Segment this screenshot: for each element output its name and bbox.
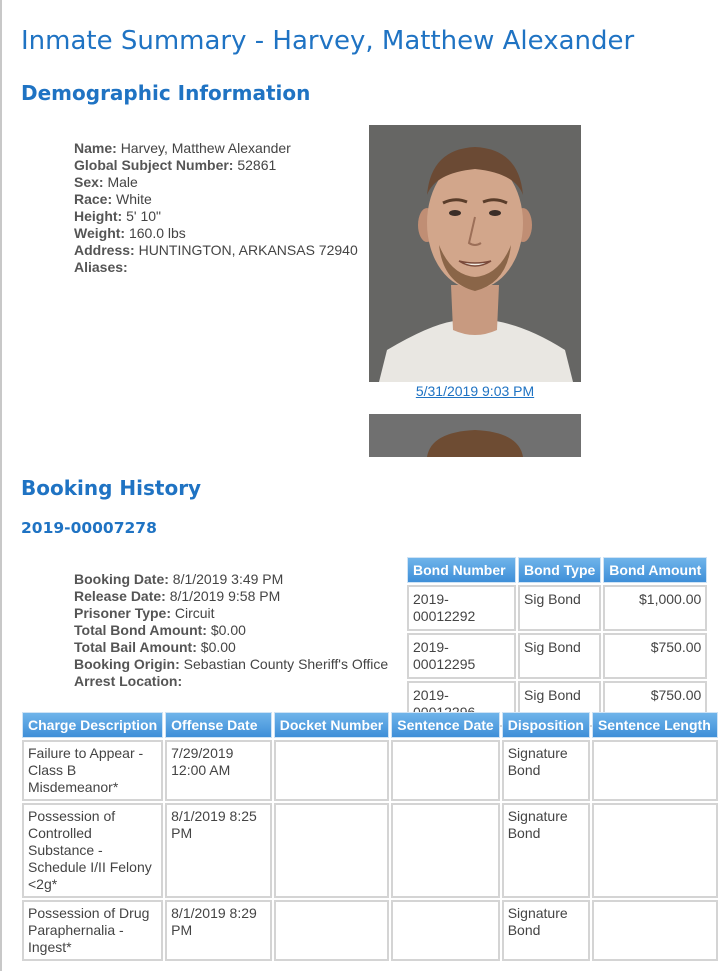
charge-description-cell: Possession of Drug Paraphernalia - Ingest* (22, 900, 163, 961)
field-race: Race: White (74, 191, 152, 207)
charge-row (22, 803, 718, 898)
sentence-date-cell (391, 900, 499, 961)
offense-date-cell: 7/29/2019 12:00 AM (165, 740, 272, 801)
docket-number-cell (274, 740, 389, 801)
field-name: Name: Harvey, Matthew Alexander (74, 140, 291, 156)
field-total-bond-amount: Total Bond Amount: $0.00 (74, 622, 246, 638)
field-sex: Sex: Male (74, 174, 138, 190)
offense-date-cell: 8/1/2019 8:25 PM (165, 803, 272, 898)
field-prisoner-type: Prisoner Type: Circuit (74, 605, 215, 621)
bond-table (405, 555, 709, 729)
charge-description-header: Charge Description (22, 712, 163, 738)
bond-table-header (407, 557, 707, 583)
bond-type-header: Bond Type (518, 557, 601, 583)
docket-number-cell (274, 803, 389, 898)
mugshot-image (369, 125, 581, 382)
booking-fields (74, 571, 388, 690)
page-title: Inmate Summary - Harvey, Matthew Alexander (21, 26, 635, 56)
booking-history-heading: Booking History (21, 476, 202, 500)
field-weight: Weight: 160.0 lbs (74, 225, 186, 241)
bond-number-cell: 2019-00012292 (407, 585, 516, 631)
mugshot-photo-2[interactable] (369, 414, 581, 457)
field-aliases: Aliases: (74, 259, 128, 275)
disposition-cell: Signature Bond (502, 740, 590, 801)
bond-number-cell: 2019- (407, 681, 516, 727)
bond-row (407, 633, 707, 679)
bond-number-cell: 2019-00012295 (407, 633, 516, 679)
field-address: Address: HUNTINGTON, ARKANSAS 72940 (74, 242, 358, 258)
bond-amount-cell: $1,000.00 (603, 585, 707, 631)
bond-type-cell: Sig Bond (518, 681, 601, 727)
bond-amount-header: Bond Amount (603, 557, 707, 583)
demographic-heading: Demographic Information (21, 81, 311, 105)
bond-row (407, 585, 707, 631)
disposition-cell: Signature Bond (502, 900, 590, 961)
sentence-length-cell (592, 740, 718, 801)
bond-number-header: Bond Number (407, 557, 516, 583)
sentence-length-cell (592, 900, 718, 961)
docket-number-cell (274, 900, 389, 961)
field-arrest-location: Arrest Location: (74, 673, 183, 689)
field-booking-date: Booking Date: 8/1/2019 3:49 PM (74, 571, 284, 587)
charges-table-header (22, 712, 718, 738)
charge-description-cell: Failure to Appear - Class B Misdemeanor* (22, 740, 163, 801)
field-total-bail-amount: Total Bail Amount: $0.00 (74, 639, 236, 655)
sentence-date-cell (391, 740, 499, 801)
field-height: Height: 5' 10" (74, 208, 161, 224)
mugshot-photo[interactable] (369, 125, 581, 382)
mugshot-image-2 (369, 414, 581, 457)
charge-row (22, 900, 718, 961)
disposition-cell: Signature Bond (502, 803, 590, 898)
field-global-subject-number: Global Subject Number: 52861 (74, 157, 277, 173)
charge-row (22, 740, 718, 801)
offense-date-cell: 8/1/2019 8:29 PM (165, 900, 272, 961)
sentence-length-cell (592, 803, 718, 898)
demographic-fields (74, 140, 358, 276)
bond-amount-cell: $750.00 (603, 633, 707, 679)
sentence-date-cell (391, 803, 499, 898)
sentence-date-header: Sentence Date (391, 712, 499, 738)
field-booking-origin: Booking Origin: Sebastian County Sheriff's Office (74, 656, 389, 672)
field-release-date: Release Date: 8/1/2019 9:58 PM (74, 588, 281, 604)
docket-number-header: Docket Number (274, 712, 389, 738)
offense-date-header: Offense Date (165, 712, 272, 738)
bond-type-cell: Sig Bond (518, 633, 601, 679)
bond-amount-cell: $750.00 (603, 681, 707, 727)
disposition-header: Disposition (502, 712, 590, 738)
bond-type-cell: Sig Bond (518, 585, 601, 631)
charges-table (20, 710, 720, 963)
booking-number: 2019-00007278 (21, 519, 157, 537)
charge-description-cell: Possession of Controlled Substance - Schedule I/II Felony <2g* (22, 803, 163, 898)
sentence-length-header: Sentence Length (592, 712, 718, 738)
mugshot-date-link[interactable]: 5/31/2019 9:03 PM (415, 383, 535, 399)
